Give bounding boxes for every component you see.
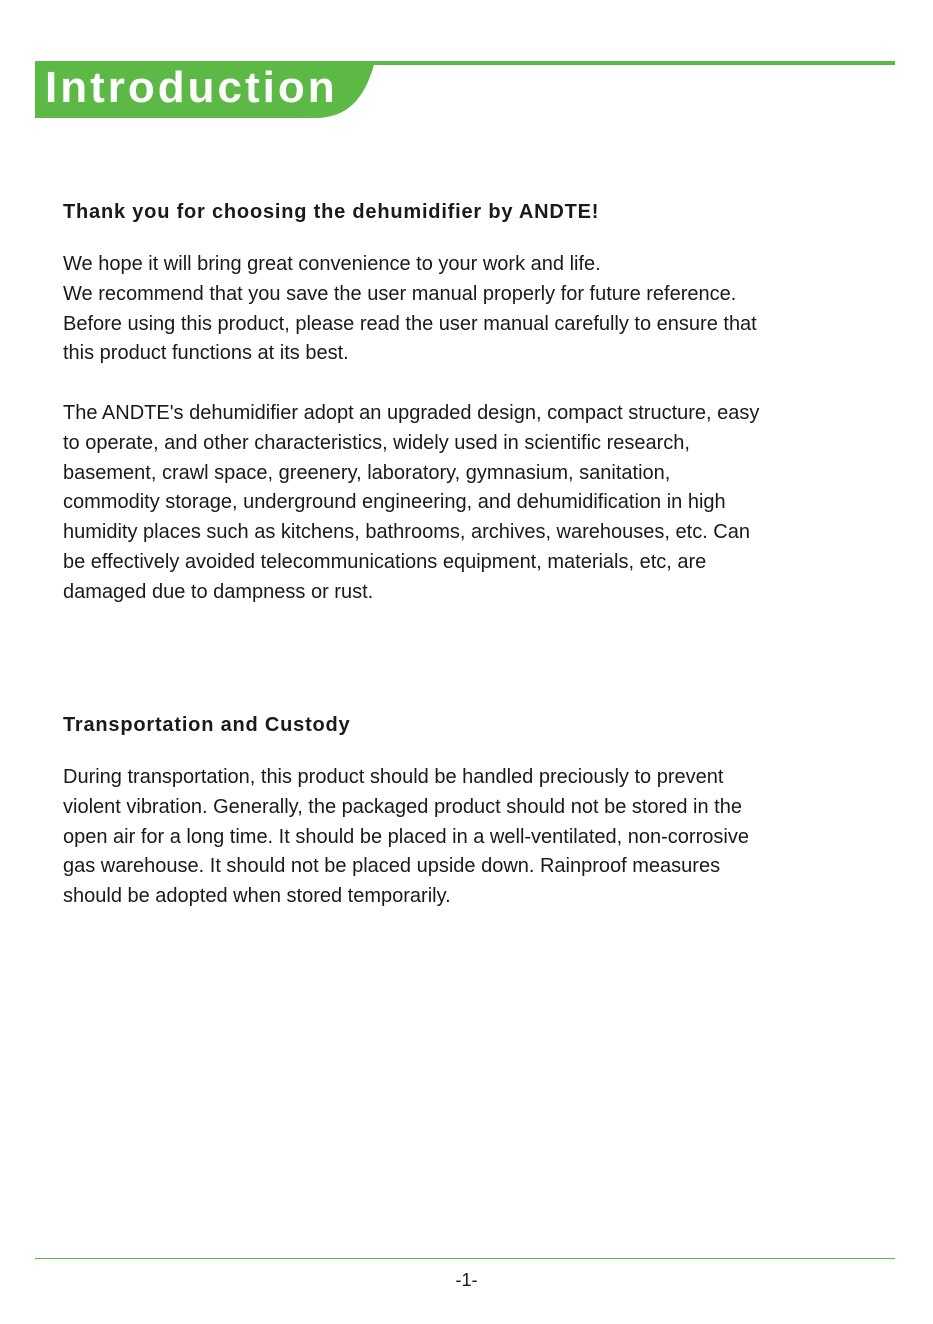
page-title: Introduction	[45, 63, 338, 112]
text-line: During transportation, this product should be handled preciously to prevent	[63, 766, 724, 788]
footer-rule	[35, 1258, 895, 1259]
text-line: be effectively avoided telecommunications equipment, materials, etc, are	[63, 550, 707, 573]
transport-heading: Transportation and Custody	[63, 714, 351, 736]
text-line: open air for a long time. It should be placed in a well-ventilated, non-corrosive	[63, 825, 749, 848]
text-line: damaged due to dampness or rust.	[63, 580, 374, 603]
text-line: humidity places such as kitchens, bathrooms, archives, warehouses, etc. Can	[63, 521, 750, 544]
header-tab	[35, 61, 375, 118]
text-line: basement, crawl space, greenery, laboratory, gymnasium, sanitation,	[63, 461, 671, 484]
text-line: to operate, and other characteristics, widely used in scientific research,	[63, 431, 690, 454]
text-line: violent vibration. Generally, the packaged product should not be stored in the	[63, 795, 742, 818]
text-line: should be adopted when stored temporarily.	[63, 885, 451, 908]
intro-paragraph-1	[63, 250, 878, 369]
page-number: -1-	[455, 1270, 478, 1290]
text-line: this product functions at its best.	[63, 342, 349, 365]
text-line: gas warehouse. It should not be placed upside down. Rainproof measures	[63, 855, 721, 878]
transport-paragraph	[63, 763, 878, 912]
text-line: We hope it will bring great convenience to your work and life.	[63, 253, 601, 275]
text-line: We recommend that you save the user manual properly for future reference.	[63, 282, 737, 305]
intro-paragraph-2	[63, 399, 878, 608]
text-line: Before using this product, please read the user manual carefully to ensure that	[63, 312, 757, 335]
text-line: commodity storage, underground engineering, and dehumidification in high	[63, 491, 726, 514]
text-line: The ANDTE's dehumidifier adopt an upgraded design, compact structure, easy	[63, 402, 760, 424]
intro-heading: Thank you for choosing the dehumidifier by ANDTE!	[63, 201, 600, 223]
